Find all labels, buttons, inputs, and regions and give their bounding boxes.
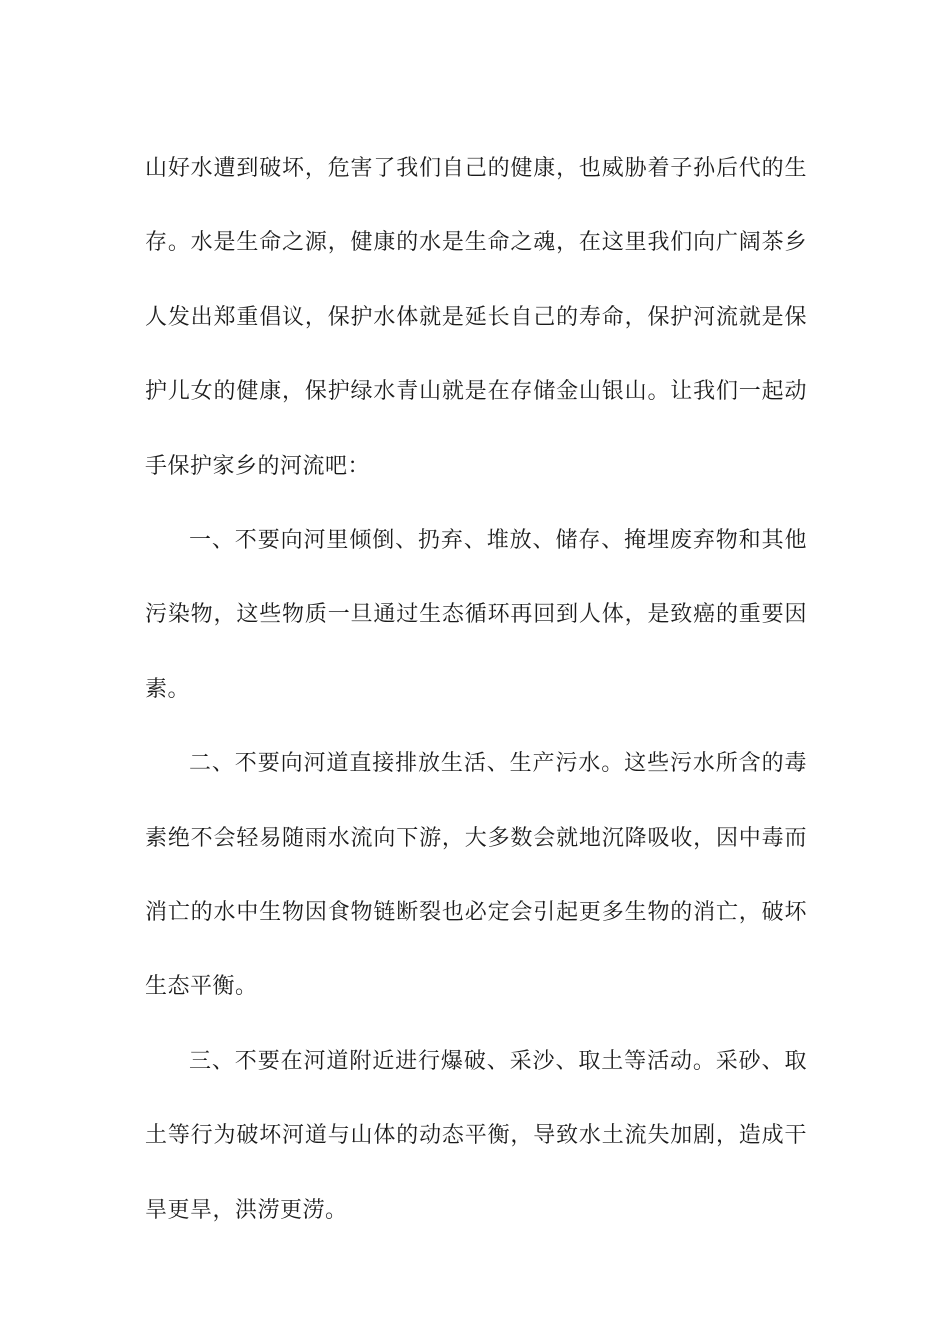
document-body: [145, 132, 807, 1248]
paragraph-item-3: 三、不要在河道附近进行爆破、采沙、取土等活动。采砂、取土等行为破坏河道与山体的动态平衡，导致水土流失加剧，造成干旱更旱，洪涝更涝。: [145, 1048, 807, 1223]
paragraph-continuation: 山好水遭到破坏，危害了我们自己的健康，也威胁着子孙后代的生存。水是生命之源，健康的水是生命之魂，在这里我们向广阔茶乡人发出郑重倡议，保护水体就是延长自己的寿命，保护河流就是保护儿女的健康，保护绿水青山就是在存储金山银山。让我们一起动手保护家乡的河流吧：: [145, 156, 807, 479]
paragraph-item-1: 一、不要向河里倾倒、扔弃、堆放、储存、掩埋废弃物和其他污染物，这些物质一旦通过生态循环再回到人体，是致癌的重要因素。: [145, 528, 807, 702]
paragraph-item-2: 二、不要向河道直接排放生活、生产污水。这些污水所含的毒素绝不会轻易随雨水流向下游，大多数会就地沉降吸收，因中毒而消亡的水中生物因食物链断裂也必定会引起更多生物的消亡，破坏生态平衡。: [145, 751, 807, 1000]
